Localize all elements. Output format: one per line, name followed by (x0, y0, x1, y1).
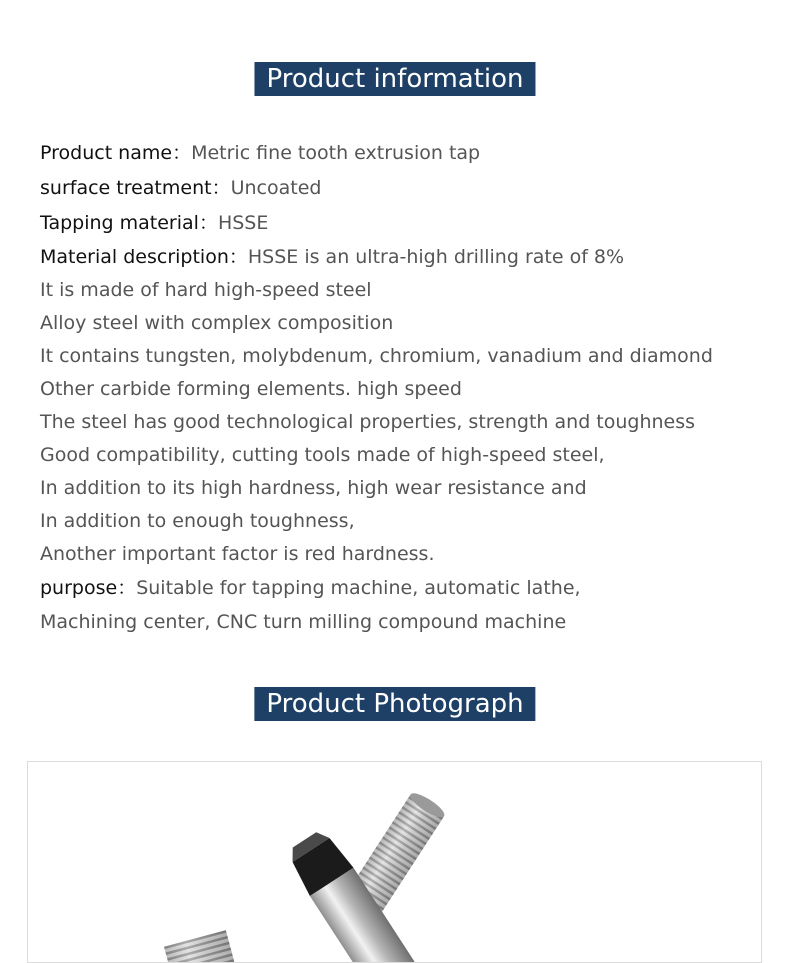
description-line: It contains tungsten, molybdenum, chromium, vanadium and diamond (40, 345, 713, 367)
field-label: Material description： (40, 246, 248, 268)
description-line: Another important factor is red hardness. (40, 543, 435, 565)
field-purpose (40, 571, 780, 606)
field-value: Uncoated (230, 177, 322, 199)
field-value: HSSE (217, 212, 269, 234)
purpose-continuation: Machining center, CNC turn milling compound machine (40, 611, 567, 633)
description-line: In addition to enough toughness, (40, 510, 355, 532)
field-material-description (40, 241, 780, 274)
field-label: surface treatment： (40, 177, 231, 199)
tap-tools-illustration (28, 762, 761, 962)
field-label: Tapping material： (40, 212, 218, 234)
field-surface-treatment (40, 171, 780, 206)
product-info-block (40, 136, 780, 639)
field-value: Metric fine tooth extrusion tap (191, 142, 481, 164)
product-information-heading: Product information (254, 62, 535, 96)
description-line: It is made of hard high-speed steel (40, 279, 372, 301)
field-product-name (40, 136, 780, 171)
field-label: purpose： (40, 577, 137, 599)
description-line: The steel has good technological properties, strength and toughness (40, 411, 696, 433)
field-label: Product name： (40, 142, 192, 164)
product-photograph-heading: Product Photograph (254, 687, 535, 721)
product-photo (27, 761, 762, 963)
field-tapping-material (40, 206, 780, 241)
description-line: In addition to its high hardness, high wear resistance and (40, 477, 587, 499)
description-line: Good compatibility, cutting tools made of high-speed steel, (40, 444, 605, 466)
description-line: Alloy steel with complex composition (40, 312, 394, 334)
field-value: Suitable for tapping machine, automatic lathe, (136, 577, 581, 599)
description-line: Other carbide forming elements. high speed (40, 378, 462, 400)
threaded-tip (164, 930, 236, 962)
field-value: HSSE is an ultra-high drilling rate of 8% (247, 246, 625, 268)
